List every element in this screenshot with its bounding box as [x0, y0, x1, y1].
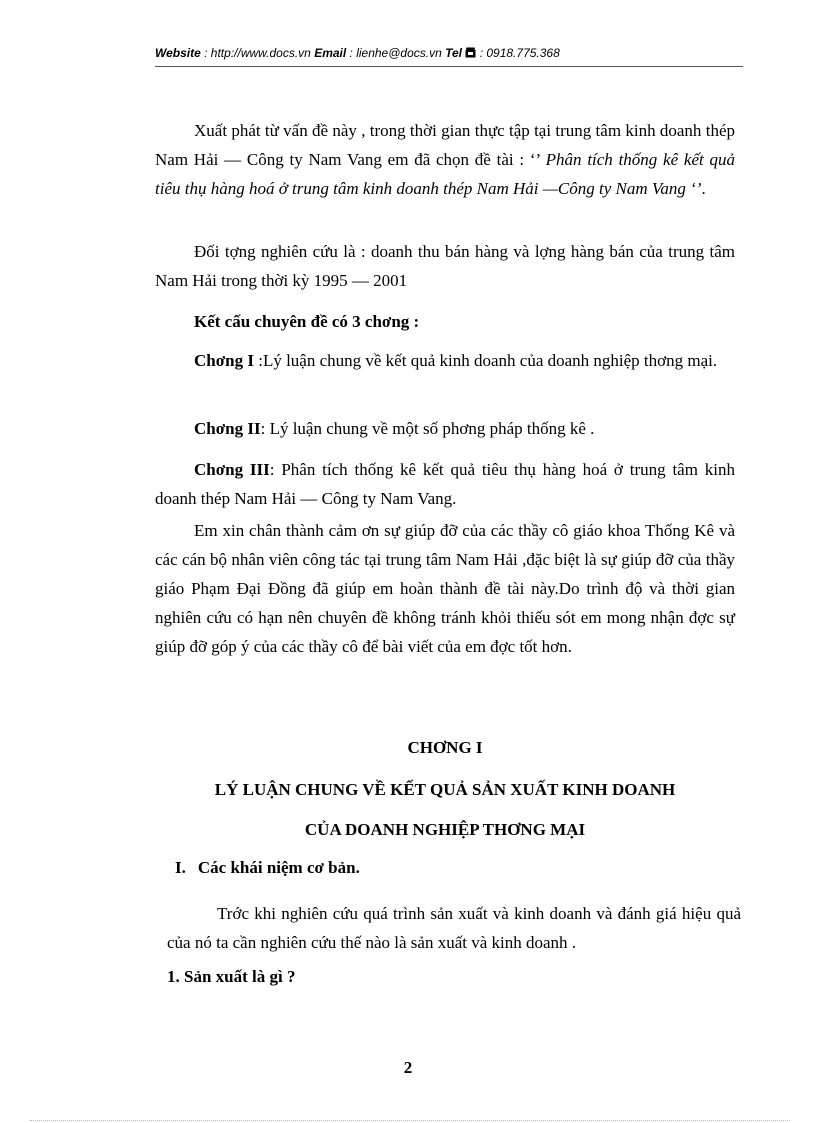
section-1-number: I.: [175, 858, 186, 877]
tel-label: Tel: [445, 46, 463, 60]
website-value[interactable]: : http://www.docs.vn: [200, 46, 315, 60]
paragraph-topic: Xuất phát từ vấn đề này , trong thời gian thực tập tại trung tâm kinh doanh thép Nam Hải — Công ty Nam Vang em đã chọn đề tài : ‘’ Phân tích thống kê kết quả tiêu thụ hàng hoá ở trung tâm kinh doanh thép Nam Hải —Công ty Nam Vang ‘’.: [155, 121, 735, 198]
section-1-paragraph: Trớc khi nghiên cứu quá trình sản xuất và kinh doanh và đánh giá hiệu quả của nó ta cần nghiên cứu thế nào là sản xuất và kinh doanh .: [167, 904, 741, 952]
chapter-subtitle-1: LÝ LUẬN CHUNG VỀ KẾT QUẢ SẢN XUẤT KINH DOANH: [214, 780, 676, 799]
chapter-3-summary: Chơng III: Phân tích thống kê kết quả tiêu thụ hàng hoá ở trung tâm kinh doanh thép Nam Hải — Công ty Nam Vang.: [155, 460, 735, 508]
tel-value: : 0918.775.368: [476, 46, 560, 60]
footer-divider: [30, 1120, 790, 1121]
chapter-title: CHƠNG I: [407, 738, 483, 757]
page-header: [155, 46, 740, 61]
chapter-1-label: Chơng I: [194, 351, 254, 370]
chapter-2-label: Chơng II: [194, 419, 261, 438]
paragraph-structure: Kết cấu chuyên đề có 3 chơng :: [194, 312, 420, 331]
chapter-3-label: Chơng III: [194, 460, 270, 479]
paragraph-thanks: Em xin chân thành cảm ơn sự giúp đỡ của các thầy cô giáo khoa Thống Kê và các cán bộ nhân viên công tác tại trung tâm Nam Hải ,đặc biệt là sự giúp đỡ của thầy giáo Phạm Đại Đồng đã giúp em hoàn thành đề tài này.Do trình độ và thời gian nghiên cứu có hạn nên chuyên đề không tránh khỏi thiếu sót em mong nhận đợc sự giúp đỡ góp ý của các thầy cô để bài viết của em đợc tốt hơn.: [155, 521, 735, 656]
page-number: 2: [403, 1058, 413, 1077]
email-value[interactable]: : lienhe@docs.vn: [346, 46, 446, 60]
paragraph-subject: Đối tợng nghiên cứu là : doanh thu bán hàng và lợng hàng bán của trung tâm Nam Hải trong thời kỳ 1995 — 2001: [155, 242, 735, 290]
chapter-2-summary: Chơng II: Lý luận chung về một số phơng pháp thống kê .: [194, 419, 595, 438]
email-label: Email: [314, 46, 347, 60]
chapter-subtitle-2: CỦA DOANH NGHIỆP THƠNG MẠI: [304, 820, 586, 839]
section-1-heading: [175, 858, 360, 878]
header-divider: [155, 66, 743, 67]
website-label: Website: [155, 46, 201, 60]
chapter-1-summary: Chơng I :Lý luận chung về kết quả kinh doanh của doanh nghiệp thơng mại.: [194, 351, 718, 370]
subsection-1-heading: 1. Sản xuất là gì ?: [167, 967, 296, 986]
section-1-title: Các khái niệm cơ bản.: [197, 858, 360, 877]
phone-icon: [465, 47, 476, 61]
topic-title: Phân tích thống kê kết quả tiêu thụ hàng hoá ở trung tâm kinh doanh thép Nam Hải —Công ty Nam Vang ‘’: [155, 150, 735, 198]
